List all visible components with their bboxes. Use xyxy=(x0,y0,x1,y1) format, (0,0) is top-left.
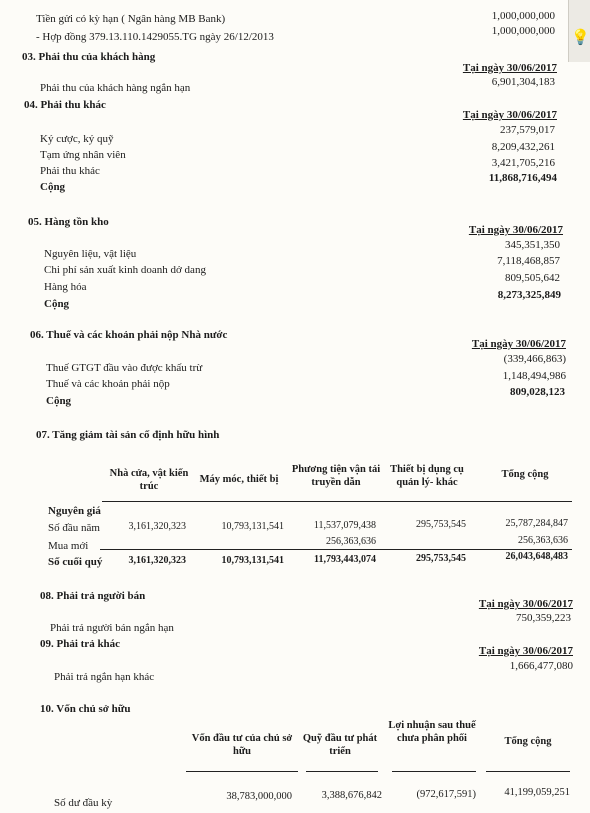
s04-row-label: Ký cược, ký quỹ xyxy=(40,133,114,145)
s10-header-owner-capital: Vốn đầu tư của chủ sở hữu xyxy=(191,733,293,757)
s10-header-rule xyxy=(306,771,378,772)
s10-header-total: Tổng cộng xyxy=(504,736,552,747)
s10-header-rule xyxy=(392,771,476,772)
s10-header-rule xyxy=(486,771,570,772)
s06-row-value: 1,148,494,986 xyxy=(502,370,566,382)
s04-row-label: Phải thu khác xyxy=(40,165,100,177)
s06-row-value: (339,466,863) xyxy=(503,353,566,365)
s07-cell: 10,793,131,541 xyxy=(221,555,284,566)
s04-row-value: 237,579,017 xyxy=(500,124,555,136)
s04-row-label: Tạm ứng nhân viên xyxy=(40,149,126,161)
section-04-date: Tại ngày 30/06/2017 xyxy=(462,109,557,121)
s07-header-buildings: Nhà cửa, vật kiến trúc xyxy=(109,468,189,492)
s05-row-value: 7,118,468,857 xyxy=(497,255,560,267)
s07-cell: 295,753,545 xyxy=(416,553,466,564)
s10-cell: 38,783,000,000 xyxy=(226,791,292,802)
deposit-value: 1,000,000,000 xyxy=(491,10,555,22)
s10-row-label: Số dư đầu kỳ xyxy=(54,797,113,809)
s07-cell: 11,793,443,074 xyxy=(314,554,376,565)
deposit-label: Tiền gửi có kỳ hạn ( Ngân hàng MB Bank) xyxy=(36,13,226,25)
s10-header-development-fund: Quỹ đầu tư phát triển xyxy=(302,733,378,757)
s07-cell: 295,753,545 xyxy=(416,519,466,530)
s07-cell: 256,363,636 xyxy=(326,536,376,547)
s07-header-machinery: Máy móc, thiết bị xyxy=(199,474,279,485)
s07-cell: 26,043,648,483 xyxy=(505,551,568,562)
section-09-title: 09. Phải trả khác xyxy=(40,638,121,650)
s07-header-total: Tổng cộng xyxy=(501,469,549,480)
s05-row-label: Nguyên liệu, vật liệu xyxy=(44,248,137,260)
s07-header-office-equipment: Thiết bị dụng cụ quản lý- khác xyxy=(390,464,464,488)
s09-row-label: Phải trả ngắn hạn khác xyxy=(54,671,155,683)
section-09-date: Tại ngày 30/06/2017 xyxy=(478,645,573,657)
section-03-date: Tại ngày 30/06/2017 xyxy=(462,62,557,74)
s07-cell: 256,363,636 xyxy=(518,535,568,546)
s07-header-rule xyxy=(102,501,572,502)
s04-total-value: 11,868,716,494 xyxy=(488,172,557,184)
s10-header-rule xyxy=(186,771,298,772)
s06-total-value: 809,028,123 xyxy=(510,386,565,398)
section-10-title: 10. Vốn chủ sở hữu xyxy=(40,703,131,715)
tip-sidebar[interactable] xyxy=(568,0,590,62)
s04-row-value: 3,421,705,216 xyxy=(491,157,555,169)
section-06-date: Tại ngày 30/06/2017 xyxy=(471,338,566,350)
s06-row-label: Thuế GTGT đầu vào được khấu trừ xyxy=(46,362,203,374)
s05-row-label: Hàng hóa xyxy=(44,281,87,293)
s08-row-label: Phải trả người bán ngắn hạn xyxy=(50,622,174,634)
s08-row-value: 750,359,223 xyxy=(516,612,571,624)
s05-row-label: Chi phí sản xuất kinh doanh dở dang xyxy=(44,264,206,276)
s04-total-label: Cộng xyxy=(40,181,66,193)
section-05-title: 05. Hàng tồn kho xyxy=(28,216,109,228)
s07-cell: 3,161,320,323 xyxy=(128,521,186,532)
s07-row-label: Mua mới xyxy=(48,540,89,552)
section-08-title: 08. Phải trả người bán xyxy=(40,590,146,602)
deposit-contract-value: 1,000,000,000 xyxy=(491,25,555,37)
s07-row-label: Số đầu năm xyxy=(48,522,100,534)
s10-cell: (972,617,591) xyxy=(416,789,476,800)
s07-header-vehicles: Phương tiện vận tải truyền dẫn xyxy=(291,464,381,488)
section-06-title: 06. Thuế và các khoản phải nộp Nhà nước xyxy=(30,329,228,341)
section-03-title: 03. Phải thu của khách hàng xyxy=(22,51,156,63)
s10-header-retained-earnings: Lợi nhuận sau thuế chưa phân phối xyxy=(388,720,476,744)
s09-row-value: 1,666,477,080 xyxy=(509,660,573,672)
s05-total-value: 8,273,325,849 xyxy=(497,289,561,301)
section-07-title: 07. Tăng giảm tài sản cố định hữu hình xyxy=(36,429,220,441)
s10-cell: 3,388,676,842 xyxy=(321,790,382,801)
s10-cell: 41,199,059,251 xyxy=(504,787,570,798)
s06-row-label: Thuế và các khoản phải nộp xyxy=(46,378,170,390)
s07-row-label: Số cuối quý xyxy=(48,556,103,568)
s03-row-value: 6,901,304,183 xyxy=(491,76,555,88)
s05-total-label: Cộng xyxy=(44,298,70,310)
lightbulb-icon[interactable]: 💡 xyxy=(571,30,590,46)
section-04-title: 04. Phải thu khác xyxy=(24,99,106,111)
deposit-contract-label: - Hợp đồng 379.13.110.1429055.TG ngày 26/12/2013 xyxy=(36,31,274,43)
s07-total-rule xyxy=(100,549,572,550)
s07-group-label: Nguyên giá xyxy=(48,505,101,517)
section-08-date: Tại ngày 30/06/2017 xyxy=(478,598,573,610)
s07-cell: 3,161,320,323 xyxy=(128,555,186,566)
s04-row-value: 8,209,432,261 xyxy=(491,141,555,153)
s03-row-label: Phải thu của khách hàng ngắn hạn xyxy=(40,82,191,94)
s07-cell: 10,793,131,541 xyxy=(221,521,284,532)
s06-total-label: Cộng xyxy=(46,395,72,407)
s05-row-value: 809,505,642 xyxy=(505,272,560,284)
s07-cell: 25,787,284,847 xyxy=(505,518,568,529)
s05-row-value: 345,351,350 xyxy=(505,239,560,251)
s07-cell: 11,537,079,438 xyxy=(313,520,376,531)
section-05-date: Tại ngày 30/06/2017 xyxy=(468,224,563,236)
